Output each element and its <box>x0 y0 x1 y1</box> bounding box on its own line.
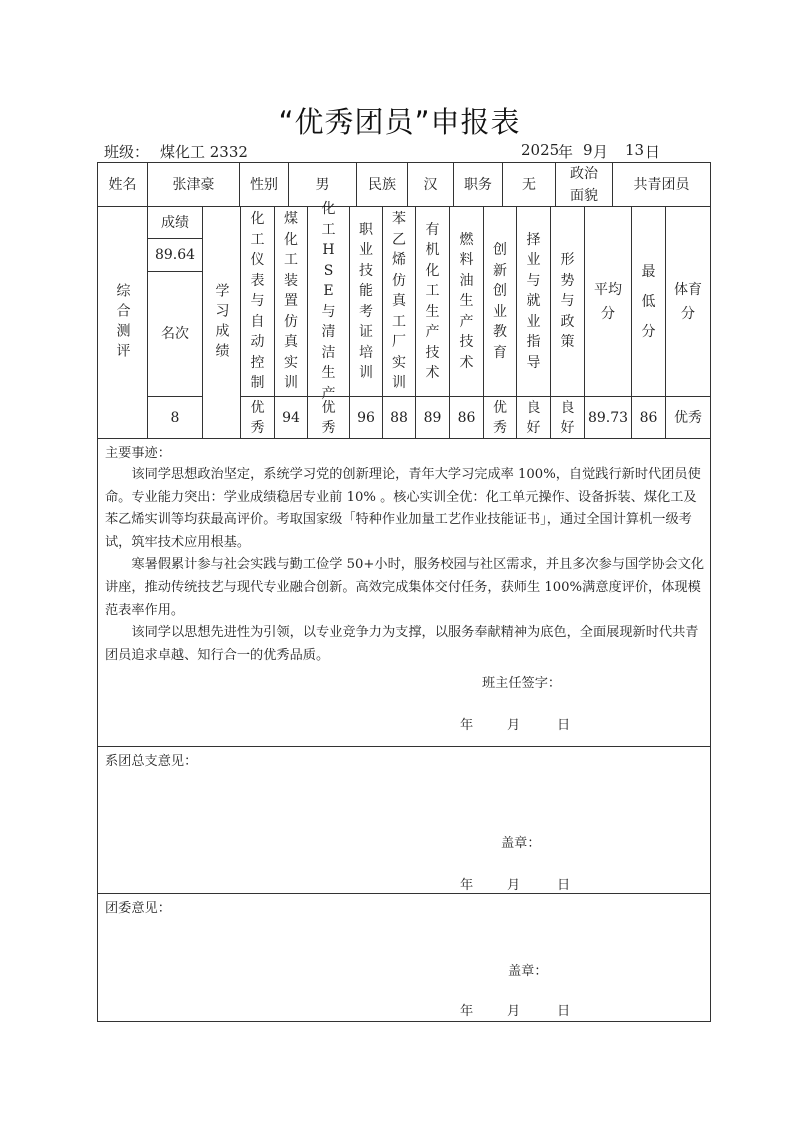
course-name-header <box>516 206 551 397</box>
evaluation-section-label: 综合测评 <box>97 206 148 439</box>
name-value: 张津豪 <box>147 162 240 207</box>
branch-date-day: 日 <box>557 878 571 893</box>
course-name-header <box>550 206 585 397</box>
course-name: 煤化工装置仿真实训 <box>284 211 298 392</box>
lowest-label-text: 最低分 <box>641 263 656 340</box>
course-grade-text: 良好 <box>560 399 575 436</box>
course-name-header <box>274 206 308 397</box>
course-grade-text: 94 <box>282 409 300 426</box>
date-day-unit: 日 <box>645 143 661 161</box>
course-name: 化工HSE与清洁生产 <box>321 201 336 402</box>
committee-seal-label: 盖章： <box>508 964 548 979</box>
position-label: 职务 <box>453 162 503 207</box>
teacher-date-month: 月 <box>507 718 521 733</box>
gender-label: 性别 <box>239 162 289 207</box>
achievement-paragraph: 寒暑假累计参与社会实践与勤工俭学 50+小时，服务校园与社区需求，并且多次参与国学协会文化讲座，推动传统技艺与现代专业融合创新。高效完成集体交付任务，获师生 100%满意度评价，体现模范表率作用。 <box>105 557 705 618</box>
date-month-unit: 月 <box>593 143 609 161</box>
course-grade-text: 89 <box>423 409 442 426</box>
lowest-label <box>631 206 666 397</box>
class-label: 班级： <box>104 143 150 161</box>
course-name-header <box>307 201 350 402</box>
average-value: 89.73 <box>584 396 632 439</box>
course-name-header <box>483 206 517 397</box>
ethnicity-value: 汉 <box>407 162 454 207</box>
pe-label <box>665 206 711 397</box>
course-name: 职业技能考证培训 <box>359 221 373 381</box>
course-grade <box>382 396 416 439</box>
committee-date-year: 年 <box>460 1004 474 1019</box>
name-label: 姓名 <box>97 162 148 207</box>
political-label <box>555 162 613 207</box>
date-day: 13 <box>625 141 645 159</box>
branch-opinion-label: 系团总支意见： <box>105 754 198 769</box>
course-name: 创新创业教育 <box>493 242 507 361</box>
committee-date-day: 日 <box>557 1004 571 1019</box>
branch-date-month: 月 <box>507 878 521 893</box>
course-grade <box>483 396 517 439</box>
course-grade <box>240 396 275 439</box>
committee-opinion-section <box>97 893 711 1022</box>
course-grade <box>449 396 484 439</box>
ethnicity-label: 民族 <box>356 162 408 207</box>
course-grade-text: 优秀 <box>321 399 336 436</box>
course-grade-text: 96 <box>357 409 375 426</box>
teacher-date-year: 年 <box>460 718 474 733</box>
course-name-header <box>349 206 383 397</box>
course-grade <box>550 396 585 439</box>
political-value: 共青团员 <box>612 162 711 207</box>
course-name: 择业与就业指导 <box>526 231 541 371</box>
course-grade <box>274 396 308 439</box>
class-value: 煤化工 2332 <box>160 143 248 161</box>
date-year-unit: 年 <box>558 143 574 161</box>
achievements-section <box>97 438 711 747</box>
course-grade-text: 优秀 <box>493 399 507 436</box>
gender-value: 男 <box>288 162 357 207</box>
teacher-date-day: 日 <box>557 718 571 733</box>
course-name: 燃料油生产技术 <box>459 231 474 371</box>
pe-label-text: 体育分 <box>674 281 702 322</box>
rank-label: 名次 <box>147 271 203 397</box>
rank-value: 8 <box>147 396 203 439</box>
political-label-line1: 政治 <box>570 165 598 182</box>
political-label-line2: 面貌 <box>570 187 598 204</box>
committee-date-month: 月 <box>507 1004 521 1019</box>
date-year: 2025 <box>521 141 560 159</box>
score-value: 89.64 <box>147 238 203 272</box>
achievements-label: 主要事迹： <box>105 446 171 461</box>
achievements-body <box>105 464 705 667</box>
course-grade-text: 优秀 <box>250 399 265 436</box>
score-label: 成绩 <box>147 206 203 239</box>
course-grade-text: 86 <box>457 409 476 426</box>
course-grade <box>415 396 450 439</box>
course-name: 苯乙烯仿真工厂实训 <box>392 211 406 392</box>
course-grade <box>307 396 350 439</box>
course-name: 化工仪表与自动控制 <box>250 211 265 392</box>
course-grade-text: 良好 <box>526 399 541 436</box>
date-month: 9 <box>583 141 593 159</box>
teacher-signature-label: 班主任签字： <box>482 676 562 691</box>
average-label-text: 平均分 <box>594 281 622 322</box>
pe-value: 优秀 <box>665 396 711 439</box>
form-title: “优秀团员”申报表 <box>278 105 521 139</box>
committee-opinion-label: 团委意见： <box>105 901 171 916</box>
course-name-header <box>449 206 484 397</box>
achievement-paragraph: 该同学以思想先进性为引领，以专业竞争力为支撑，以服务奉献精神为底色，全面展现新时代共青团员追求卓越、知行合一的优秀品质。 <box>105 625 699 663</box>
course-name: 有机化工生产技术 <box>425 221 440 381</box>
course-name-header <box>382 206 416 397</box>
academic-label: 学习成绩 <box>202 206 241 439</box>
branch-seal-label: 盖章： <box>501 836 541 851</box>
course-grade <box>349 396 383 439</box>
course-name-header <box>240 206 275 397</box>
course-name-header <box>415 206 450 397</box>
average-label <box>584 206 632 397</box>
branch-opinion-section <box>97 746 711 894</box>
branch-date-year: 年 <box>460 878 474 893</box>
achievement-paragraph: 该同学思想政治坚定，系统学习党的创新理论，青年大学习完成率 100%，自觉践行新时代团员使命。专业能力突出：学业成绩稳居专业前 10% 。核心实训全优：化工单元操作、设备拆装、煤化工及苯乙烯实训等均获最高评价。考取国家级「特种作业加量工艺作业技能证书」，通过全国计算机一级考试，筑牢技术应用根基。 <box>105 467 701 550</box>
lowest-value: 86 <box>631 396 666 439</box>
position-value: 无 <box>502 162 556 207</box>
course-grade <box>516 396 551 439</box>
course-grade-text: 88 <box>390 409 408 426</box>
course-name: 形势与政策 <box>560 252 575 351</box>
